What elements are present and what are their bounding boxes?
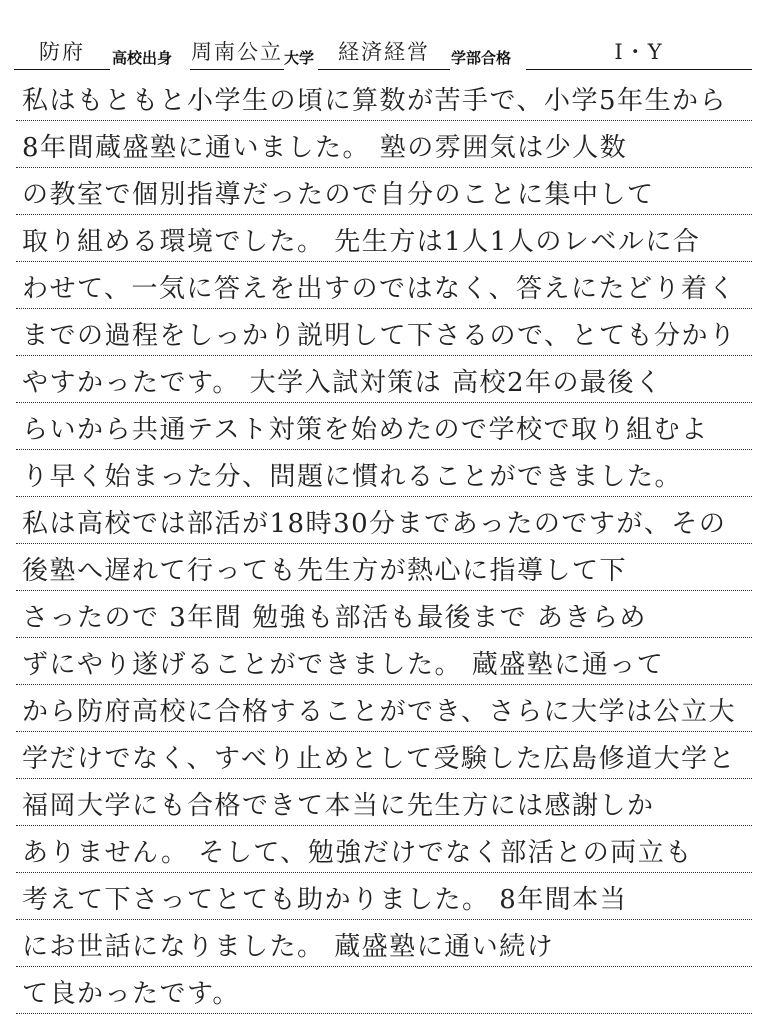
essay-line-text: わせて、一気に答えを出すのではなく、答えにたどり着く [22,274,736,304]
essay-line [16,591,752,638]
essay-line [16,920,752,967]
essay-line [16,779,752,826]
essay-line [16,215,752,262]
essay-line [16,450,752,497]
high-school-value: 防府 [39,40,85,64]
essay-line [16,732,752,779]
essay-line-text: り早く始まった分、問題に慣れることができました。 [22,462,683,492]
university-label: 大学 [284,49,315,67]
essay-line-text: 福岡大学にも合格できて本当に先生方には感謝しか [22,791,655,821]
essay-line [16,168,752,215]
essay-line-text: らいから共通テスト対策を始めたので学校で取り組むよ [22,415,709,445]
essay-line [16,121,752,168]
essay-body [16,74,752,1014]
essay-line-text: 後塾へ遅れて行っても先生方が熱心に指導して下 [22,556,628,586]
essay-line-text: ずにやり遂げることができました。 蔵盛塾に通って [22,650,665,680]
essay-line-text: の教室で個別指導だったので自分のことに集中して [22,180,655,210]
essay-line-text: 学だけでなく、すべり止めとして受験した広島修道大学と [22,744,736,774]
essay-line-text: 私はもともと小学生の頃に算数が苦手で、小学5年生から [22,86,728,116]
faculty-value: 経済経営 [338,40,430,64]
essay-line [16,967,752,1014]
essay-line-text: さったので 3年間 勉強も部活も最後まで あきらめ [22,603,647,633]
essay-line-text: までの過程をしっかり説明して下さるので、とても分かり [22,321,737,351]
essay-line-text: 考えて下さってとても助かりました。 8年間本当 [22,885,628,915]
essay-line [16,262,752,309]
essay-line [16,685,752,732]
essay-line [16,309,752,356]
essay-line-text: 取り組める環境でした。 先生方は1人1人のレベルに合 [22,227,701,257]
initials-value: I・Y [614,40,664,64]
essay-line [16,826,752,873]
university-value: 周南公立 [191,40,283,64]
faculty-field [318,35,450,70]
essay-line-text: 8年間蔵盛塾に通いました。 塾の雰囲気は少人数 [22,133,628,163]
high-school-label: 高校出身 [112,49,173,67]
essay-line-text: ありません。 そして、勉強だけでなく部活との両立も [22,838,693,868]
essay-line [16,544,752,591]
faculty-label: 学部合格 [451,49,512,67]
high-school-field [14,35,110,70]
university-field [190,35,284,70]
header-row [14,34,754,74]
essay-line [16,497,752,544]
essay-line-text: から防府高校に合格することができ、さらに大学は公立大 [22,697,736,727]
essay-line [16,873,752,920]
initials-field [526,35,752,70]
essay-line [16,638,752,685]
essay-line-text: 私は高校では部活が18時30分まであったのですが、その [22,509,727,539]
essay-line-text: やすかったです。 大学入試対策は 高校2年の最後く [22,368,663,398]
essay-line [16,74,752,121]
essay-line-text: て良かったです。 [22,979,240,1009]
essay-line [16,356,752,403]
essay-line [16,403,752,450]
essay-line-text: にお世話になりました。 蔵盛塾に通い続け [22,932,555,962]
